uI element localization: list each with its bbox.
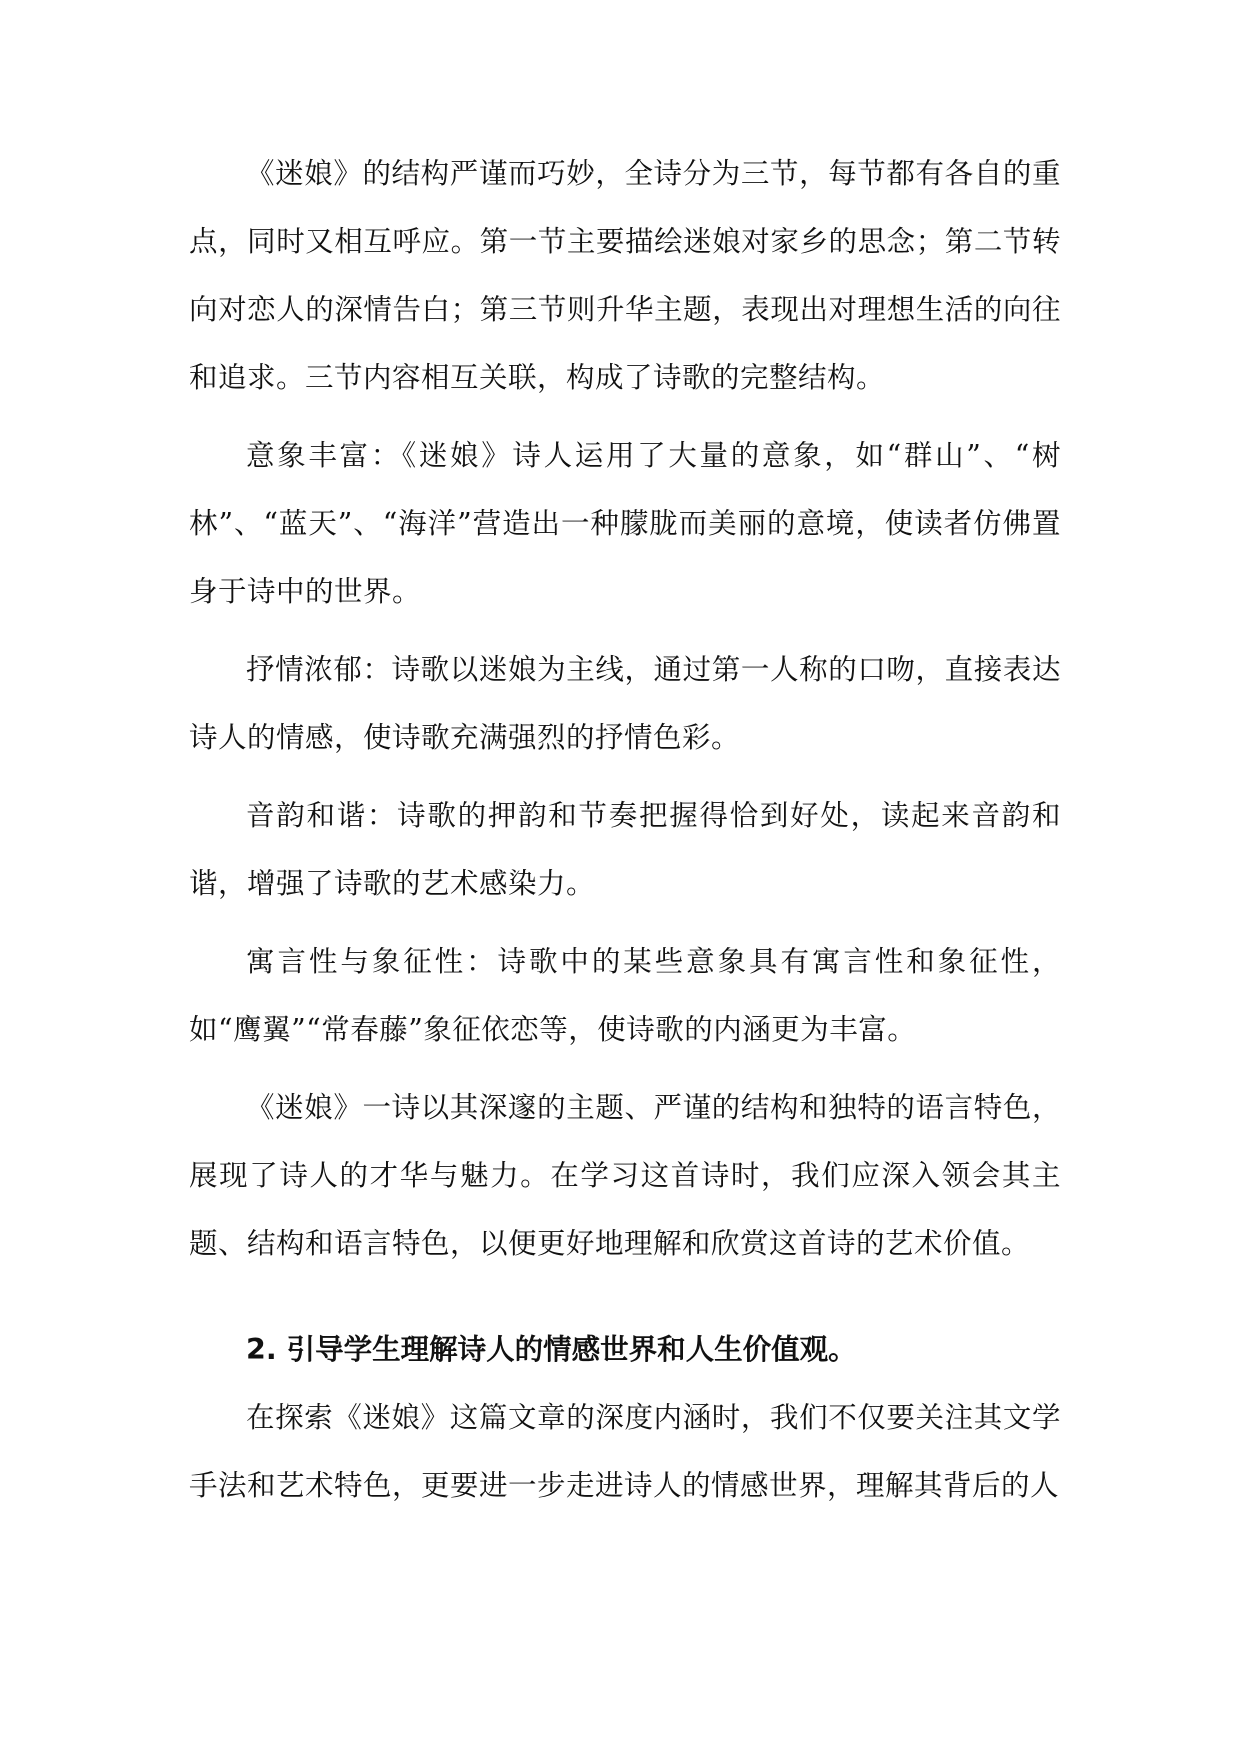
- paragraph-symbolism: 寓言性与象征性：诗歌中的某些意象具有寓言性和象征性，如“鹰翼”“常春藤”象征依恋等，使诗歌的内涵更为丰富。: [189, 945, 1061, 1046]
- paragraph-rhyme: 音韵和谐：诗歌的押韵和节奏把握得恰到好处，读起来音韵和谐，增强了诗歌的艺术感染力。: [189, 799, 1061, 900]
- paragraph-structure: 《迷娘》的结构严谨而巧妙，全诗分为三节，每节都有各自的重点，同时又相互呼应。第一节主要描绘迷娘对家乡的思念；第二节转向对恋人的深情告白；第三节则升华主题，表现出对理想生活的向往和追求。三节内容相互关联，构成了诗歌的完整结构。: [189, 157, 1061, 394]
- document-page: [189, 140, 1061, 1520]
- paragraph-section-intro: 在探索《迷娘》这篇文章的深度内涵时，我们不仅要关注其文学手法和艺术特色，更要进一步走进诗人的情感世界，理解其背后的人: [189, 1401, 1061, 1502]
- paragraph-lyricism: 抒情浓郁：诗歌以迷娘为主线，通过第一人称的口吻，直接表达诗人的情感，使诗歌充满强烈的抒情色彩。: [189, 653, 1061, 754]
- paragraph-conclusion: 《迷娘》一诗以其深邃的主题、严谨的结构和独特的语言特色，展现了诗人的才华与魅力。在学习这首诗时，我们应深入领会其主题、结构和语言特色，以便更好地理解和欣赏这首诗的艺术价值。: [189, 1091, 1061, 1260]
- paragraph-imagery: 意象丰富：《迷娘》诗人运用了大量的意象，如“群山”、“树林”、“蓝天”、“海洋”营造出一种朦胧而美丽的意境，使读者仿佛置身于诗中的世界。: [189, 439, 1061, 608]
- section-heading: 2. 引导学生理解诗人的情感世界和人生价值观。: [246, 1333, 857, 1366]
